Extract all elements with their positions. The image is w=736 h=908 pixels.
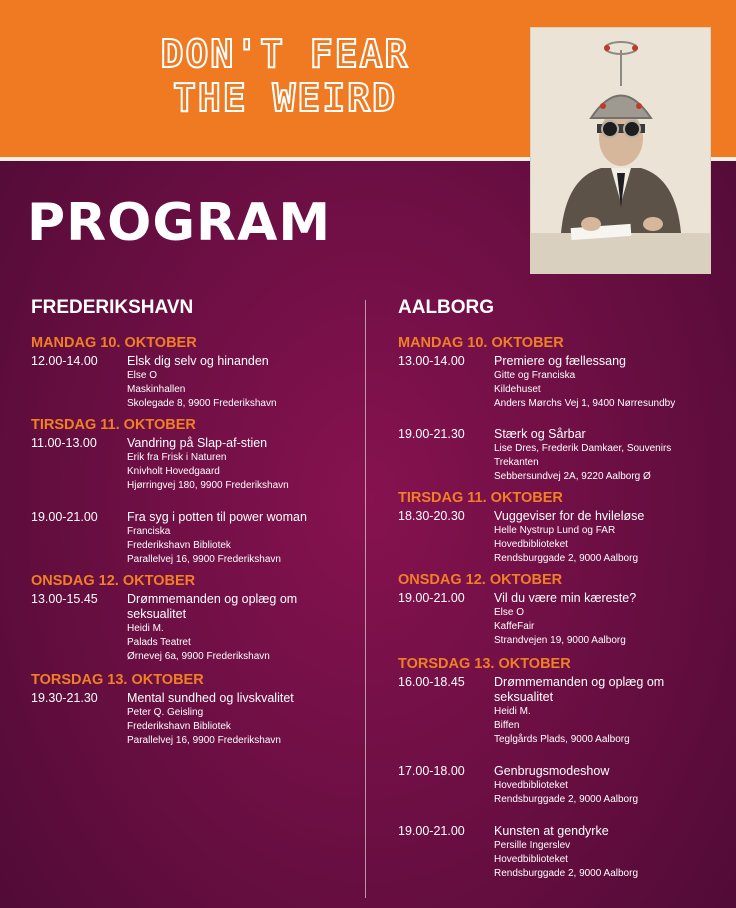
frederikshavn-column	[31, 297, 351, 748]
event-time: 13.00-14.00	[398, 354, 465, 368]
city-heading: FREDERIKSHAVN	[31, 297, 194, 318]
event-item	[31, 436, 351, 493]
event-performer: Else O	[494, 607, 525, 618]
event-address: Hjørringvej 180, 9900 Frederikshavn	[127, 480, 289, 491]
event-time: 11.00-13.00	[31, 436, 97, 450]
event-performer: Erik fra Frisk i Naturen	[127, 452, 227, 463]
event-info	[494, 354, 728, 411]
event-title: Vuggeviser for de hvileløse	[494, 509, 645, 523]
event-item	[31, 592, 351, 664]
event-venue: Hovedbiblioteket	[494, 539, 568, 550]
slogan-line-2: THE WEIRD	[173, 76, 397, 120]
event-address: Rendsburggade 2, 9000 Aalborg	[494, 868, 639, 879]
event-item	[398, 354, 728, 411]
event-address: Anders Mørchs Vej 1, 9400 Nørresundby	[494, 398, 676, 409]
event-title: Elsk dig selv og hinanden	[127, 354, 269, 368]
event-info	[127, 592, 351, 664]
event-venue: Trekanten	[494, 457, 539, 468]
event-venue: Hovedbiblioteket	[494, 780, 568, 791]
event-time: 16.00-18.45	[398, 675, 465, 689]
event-address: Teglgårds Plads, 9000 Aalborg	[494, 734, 630, 745]
event-venue: Frederikshavn Bibliotek	[127, 721, 231, 732]
event-item	[398, 427, 728, 484]
event-venue: Hovedbiblioteket	[494, 854, 568, 865]
event-title: Fra syg i potten til power woman	[127, 510, 307, 524]
event-time: 17.00-18.00	[398, 764, 465, 778]
event-venue: KaffeFair	[494, 621, 535, 632]
event-time: 18.30-20.30	[398, 509, 465, 523]
event-title-cont: seksualitet	[494, 690, 554, 704]
weird-scientist-photo	[530, 27, 711, 274]
event-item	[398, 509, 728, 566]
event-venue: Frederikshavn Bibliotek	[127, 540, 231, 551]
event-info	[127, 510, 351, 567]
city-heading: AALBORG	[398, 297, 495, 318]
event-info	[127, 691, 351, 748]
event-address: Parallelvej 16, 9900 Frederikshavn	[127, 554, 281, 565]
event-info	[494, 591, 728, 648]
event-performer: Heidi M.	[494, 706, 531, 717]
day-heading: MANDAG 10. OKTOBER	[398, 335, 564, 351]
event-address: Rendsburggade 2, 9000 Aalborg	[494, 794, 639, 805]
event-title: Genbrugsmodeshow	[494, 764, 610, 778]
event-performer: Franciska	[127, 526, 171, 537]
event-info	[127, 354, 351, 411]
event-title: Stærk og Sårbar	[494, 427, 586, 441]
aalborg-column	[398, 297, 728, 881]
event-item	[398, 764, 728, 807]
event-address: Sebbersundvej 2A, 9220 Aalborg Ø	[494, 471, 651, 482]
slogan-logo	[150, 32, 420, 120]
event-title: Kunsten at gendyrke	[494, 824, 609, 838]
event-item	[398, 591, 728, 648]
slogan-line-1: DON'T FEAR	[160, 32, 410, 76]
event-venue: Palads Teatret	[127, 637, 191, 648]
event-time: 19.00-21.00	[398, 824, 465, 838]
event-title: Mental sundhed og livskvalitet	[127, 691, 294, 705]
event-performer: Gitte og Franciska	[494, 370, 576, 381]
day-heading: ONSDAG 12. OKTOBER	[31, 573, 196, 589]
event-item	[31, 510, 351, 567]
event-info	[494, 427, 728, 484]
day-heading: ONSDAG 12. OKTOBER	[398, 572, 563, 588]
event-performer: Peter Q. Geisling	[127, 707, 204, 718]
event-venue: Kildehuset	[494, 384, 541, 395]
event-venue: Knivholt Hovedgaard	[127, 466, 220, 477]
event-item	[398, 824, 728, 881]
event-time: 12.00-14.00	[31, 354, 98, 368]
event-time: 19.00-21.30	[398, 427, 465, 441]
event-title: Vandring på Slap-af-stien	[127, 436, 268, 450]
event-address: Rendsburggade 2, 9000 Aalborg	[494, 553, 639, 564]
event-performer: Persille Ingerslev	[494, 840, 571, 851]
event-title-cont: seksualitet	[127, 607, 187, 621]
event-time: 19.30-21.30	[31, 691, 98, 705]
event-info	[494, 675, 728, 747]
program-title: PROGRAM	[27, 193, 332, 253]
event-item	[31, 354, 351, 411]
photo-illustration	[531, 28, 710, 273]
event-address: Parallelvej 16, 9900 Frederikshavn	[127, 735, 281, 746]
event-info	[494, 824, 728, 881]
event-address: Ørnevej 6a, 9900 Frederikshavn	[127, 651, 270, 662]
event-performer: Heidi M.	[127, 623, 164, 634]
day-heading: TIRSDAG 11. OKTOBER	[31, 417, 196, 433]
event-address: Skolegade 8, 9900 Frederikshavn	[127, 398, 277, 409]
event-time: 19.00-21.00	[31, 510, 98, 524]
event-venue: Biffen	[494, 720, 520, 731]
event-time: 13.00-15.45	[31, 592, 98, 606]
event-performer: Lise Dres, Frederik Damkaer, Souvenirs	[494, 443, 672, 454]
event-info	[494, 509, 728, 566]
event-title: Drømmemanden og oplæg om	[494, 675, 665, 689]
event-performer: Helle Nystrup Lund og FAR	[494, 525, 616, 536]
day-heading: TIRSDAG 11. OKTOBER	[398, 490, 563, 506]
event-info	[127, 436, 351, 493]
day-heading: TORSDAG 13. OKTOBER	[31, 672, 204, 688]
event-info	[494, 764, 728, 807]
column-divider	[365, 300, 366, 898]
event-title: Vil du være min kæreste?	[494, 591, 637, 605]
event-address: Strandvejen 19, 9000 Aalborg	[494, 635, 626, 646]
event-time: 19.00-21.00	[398, 591, 465, 605]
day-heading: MANDAG 10. OKTOBER	[31, 335, 197, 351]
event-title: Drømmemanden og oplæg om	[127, 592, 298, 606]
event-venue: Maskinhallen	[127, 384, 186, 395]
event-performer: Else O	[127, 370, 158, 381]
event-title: Premiere og fællessang	[494, 354, 627, 368]
event-item	[31, 691, 351, 748]
event-item	[398, 675, 728, 747]
day-heading: TORSDAG 13. OKTOBER	[398, 656, 571, 672]
